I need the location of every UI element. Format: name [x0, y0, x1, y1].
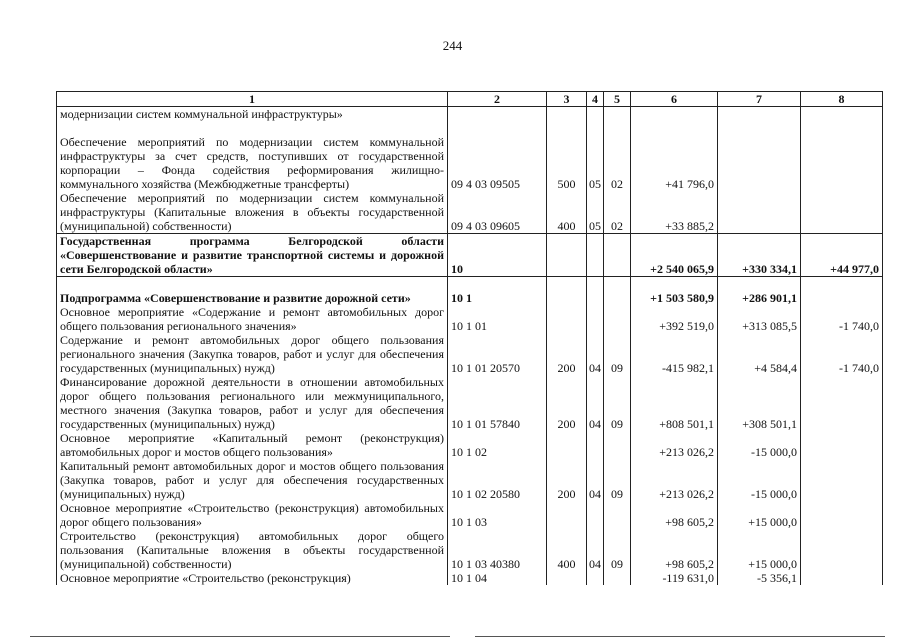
row-col8 [801, 191, 883, 234]
row-col3: 500 [547, 121, 587, 191]
table-row [57, 459, 883, 501]
row-col8 [801, 277, 883, 305]
row-col5: 09 [604, 529, 631, 571]
row-col7 [718, 107, 801, 122]
column-header: 1 [57, 92, 448, 107]
row-col6 [631, 107, 718, 122]
row-code: 10 1 04 [448, 571, 547, 585]
row-code: 10 1 03 [448, 501, 547, 529]
row-col8: -1 740,0 [801, 305, 883, 333]
row-description: Обеспечение мероприятий по модернизации систем коммунальной инфраструктуры (Капитальные вложения в объекты государственной (муниципальной) собственности) [57, 191, 448, 234]
column-header: 6 [631, 92, 718, 107]
row-code: 10 1 [448, 277, 547, 305]
row-col7: +15 000,0 [718, 529, 801, 571]
row-col4: 05 [587, 191, 604, 234]
row-col3: 200 [547, 375, 587, 431]
table-row [57, 501, 883, 529]
row-col8 [801, 375, 883, 431]
row-col3 [547, 571, 587, 585]
table-row [57, 375, 883, 431]
column-header: 5 [604, 92, 631, 107]
footer-rule [475, 636, 885, 637]
row-col6: +2 540 065,9 [631, 234, 718, 277]
row-col4 [587, 501, 604, 529]
row-col7: -5 356,1 [718, 571, 801, 585]
table-row [57, 121, 883, 191]
row-col8: -1 740,0 [801, 333, 883, 375]
row-col3 [547, 431, 587, 459]
row-col6: +33 885,2 [631, 191, 718, 234]
row-col3 [547, 234, 587, 277]
row-col3 [547, 305, 587, 333]
row-col7 [718, 121, 801, 191]
row-col4: 05 [587, 121, 604, 191]
row-code: 10 1 03 40380 [448, 529, 547, 571]
table-row [57, 529, 883, 571]
row-col3: 400 [547, 191, 587, 234]
row-col3: 200 [547, 333, 587, 375]
row-description: Основное мероприятие «Строительство (реконструкция) автомобильных дорог общего пользования» [57, 501, 448, 529]
row-code: 10 1 02 20580 [448, 459, 547, 501]
row-col7: +286 901,1 [718, 277, 801, 305]
row-code: 10 1 01 57840 [448, 375, 547, 431]
row-col7: +4 584,4 [718, 333, 801, 375]
row-col5 [604, 305, 631, 333]
row-col4: 04 [587, 459, 604, 501]
page-number: 244 [442, 38, 463, 53]
footer-rule [30, 636, 450, 637]
row-col8 [801, 459, 883, 501]
row-col6: -119 631,0 [631, 571, 718, 585]
table-row [57, 305, 883, 333]
row-description: Основное мероприятие «Строительство (реконструкция) [57, 571, 448, 585]
budget-table [56, 91, 883, 585]
table-row [57, 333, 883, 375]
row-col7: +330 334,1 [718, 234, 801, 277]
row-description: Основное мероприятие «Капитальный ремонт (реконструкция) автомобильных дорог и мостов общего пользования» [57, 431, 448, 459]
table-row [57, 431, 883, 459]
row-col5 [604, 107, 631, 122]
row-description: Капитальный ремонт автомобильных дорог и мостов общего пользования (Закупка товаров, работ и услуг для обеспечения государственных (муниципальных) нужд) [57, 459, 448, 501]
table-row [57, 234, 883, 277]
row-code: 10 [448, 234, 547, 277]
row-col5: 09 [604, 333, 631, 375]
row-col5 [604, 234, 631, 277]
row-col7: +308 501,1 [718, 375, 801, 431]
table-row [57, 277, 883, 305]
column-header: 2 [448, 92, 547, 107]
row-col4 [587, 234, 604, 277]
row-col4 [587, 277, 604, 305]
row-col7: -15 000,0 [718, 431, 801, 459]
row-col8 [801, 107, 883, 122]
row-col8 [801, 571, 883, 585]
row-col3: 400 [547, 529, 587, 571]
row-col8 [801, 501, 883, 529]
row-col5: 09 [604, 459, 631, 501]
row-col8 [801, 431, 883, 459]
row-description: Подпрограмма «Совершенствование и развитие дорожной сети» [57, 277, 448, 305]
row-col6: -415 982,1 [631, 333, 718, 375]
row-col3: 200 [547, 459, 587, 501]
row-col5 [604, 277, 631, 305]
row-col6: +41 796,0 [631, 121, 718, 191]
row-col7: +313 085,5 [718, 305, 801, 333]
row-col5: 09 [604, 375, 631, 431]
row-col8 [801, 121, 883, 191]
row-description: Основное мероприятие «Содержание и ремонт автомобильных дорог общего пользования регионального значения» [57, 305, 448, 333]
row-description: Государственная программа Белгородской области «Совершенствование и развитие транспортной системы и дорожной сети Белгородской области» [57, 234, 448, 277]
row-col5 [604, 431, 631, 459]
table-row [57, 571, 883, 585]
row-description: Обеспечение мероприятий по модернизации систем коммунальной инфраструктуры за счет средств, поступивших от государственной корпорации – Фонда содействия реформирования жилищно-коммунального хозяйства (Межбюджетные трансферты) [57, 121, 448, 191]
row-code: 09 4 03 09505 [448, 121, 547, 191]
row-col7: -15 000,0 [718, 459, 801, 501]
row-col6: +392 519,0 [631, 305, 718, 333]
row-description: Финансирование дорожной деятельности в отношении автомобильных дорог общего пользования регионального или межмуниципального, местного значения (Закупка товаров, работ и услуг для обеспечения государственных (муниципальных) нужд) [57, 375, 448, 431]
row-col7: +15 000,0 [718, 501, 801, 529]
row-col6: +213 026,2 [631, 431, 718, 459]
row-code [448, 107, 547, 122]
row-description: Строительство (реконструкция) автомобильных дорог общего пользования (Капитальные вложения в объекты государственной (муниципальной) собственности) [57, 529, 448, 571]
row-col4 [587, 305, 604, 333]
table-row [57, 107, 883, 122]
row-col6: +98 605,2 [631, 529, 718, 571]
row-description: Содержание и ремонт автомобильных дорог общего пользования регионального значения (Закупка товаров, работ и услуг для обеспечения государственных (муниципальных) нужд) [57, 333, 448, 375]
row-col3 [547, 277, 587, 305]
column-header: 3 [547, 92, 587, 107]
row-col4: 04 [587, 333, 604, 375]
row-col5: 02 [604, 121, 631, 191]
row-code: 10 1 02 [448, 431, 547, 459]
row-code: 10 1 01 20570 [448, 333, 547, 375]
row-col3 [547, 107, 587, 122]
row-col5: 02 [604, 191, 631, 234]
column-header: 4 [587, 92, 604, 107]
row-col4: 04 [587, 529, 604, 571]
table-row [57, 191, 883, 234]
row-col4 [587, 571, 604, 585]
row-col6: +808 501,1 [631, 375, 718, 431]
column-header: 8 [801, 92, 883, 107]
row-col3 [547, 501, 587, 529]
row-col6: +213 026,2 [631, 459, 718, 501]
row-description: модернизации систем коммунальной инфраструктуры» [57, 107, 448, 122]
column-header: 7 [718, 92, 801, 107]
row-code: 10 1 01 [448, 305, 547, 333]
row-col5 [604, 571, 631, 585]
row-col4: 04 [587, 375, 604, 431]
row-col8: +44 977,0 [801, 234, 883, 277]
row-code: 09 4 03 09605 [448, 191, 547, 234]
row-col7 [718, 191, 801, 234]
row-col4 [587, 107, 604, 122]
row-col6: +1 503 580,9 [631, 277, 718, 305]
row-col5 [604, 501, 631, 529]
row-col6: +98 605,2 [631, 501, 718, 529]
table-header-row [57, 92, 883, 107]
row-col8 [801, 529, 883, 571]
row-col4 [587, 431, 604, 459]
